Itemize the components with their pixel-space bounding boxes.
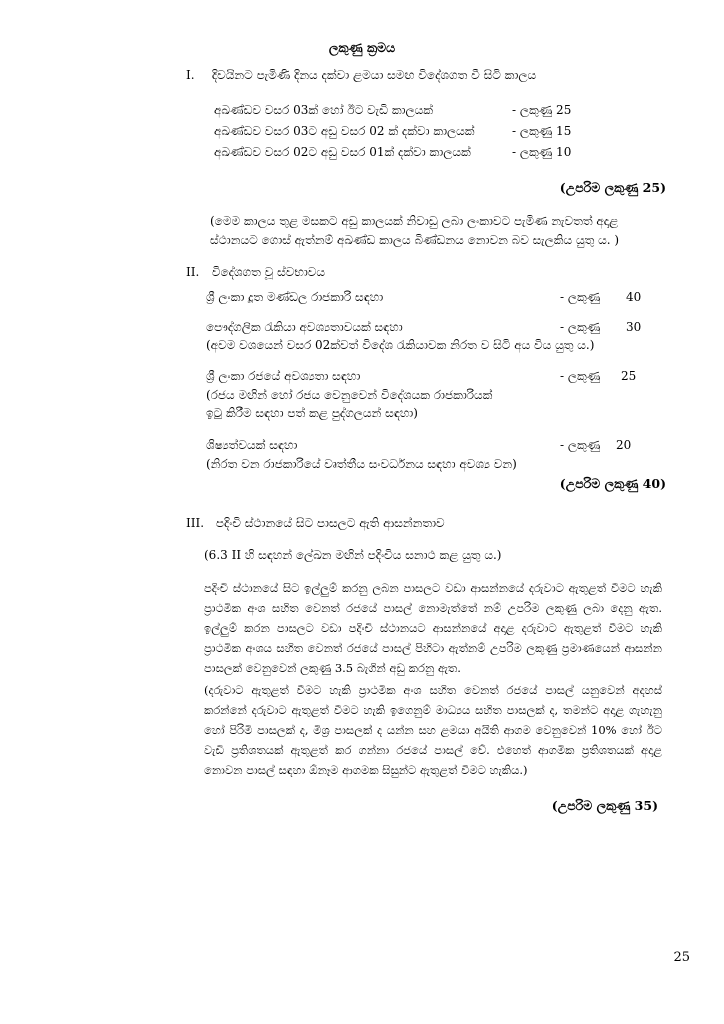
- page-title: ලකුණු ක්‍රමය: [328, 40, 396, 55]
- section-1-heading: [186, 66, 536, 85]
- page-number: 25: [673, 950, 690, 965]
- section-2-note-govt-line-1: (රජය මඟින් හෝ රජය වෙනුවෙන් විදේශයක රාජකාරියක්: [206, 388, 493, 402]
- section-2-note-private: (අවම වශයෙන් වසර 02ක්වත් විදේශ රැකියාවක නිරත ව සිටි අය විය යුතු ය.): [206, 338, 595, 352]
- section-2-item: පෞද්ගලික රැකියා අවශ්‍යතාවයක් සඳහා - ලකුණු 30: [206, 320, 642, 334]
- section-2-heading: [186, 263, 325, 282]
- section-3-reference: (6.3 II හි සඳහන් ලේඛන මඟින් පදිංචිය සනාථ කළ යුතු ය.): [204, 548, 502, 562]
- section-1-note-line-1: (මෙම කාලය තුළ මසකට අඩු කාලයක් නිවාඩු ලබා ලංකාවට පැමිණ නැවතත් අදාළ: [210, 214, 619, 228]
- section-1-number: I.: [186, 68, 195, 82]
- section-2-number: II.: [186, 265, 200, 279]
- section-1-item: අඛණ්ඩව වසර 03ක් හෝ ඊට වැඩි කාලයක් - ලකුණු 25: [214, 103, 572, 117]
- section-2-item: ශිෂ්‍යත්වයක් සඳහා - ලකුණු 20: [206, 438, 632, 452]
- section-3-paragraph-1: පදිංචි ස්ථානයේ සිට ඉල්ලුම් කරනු ලබන පාසලට වඩා ආසන්නයේ දරුවාට ඇතුළත් වීමට හැකි ප්‍රාථමික අංශ සහිත වෙනත් රජයේ පාසල් නොමැත්තේ නම් උපරිම ලකුණු ලබා දෙනු ඇත. ඉල්ලුම් කරන පාසලට වඩා පදිංචි ස්ථානයට ආසන්නයේ අදාළ දරුවාට ඇතුළත් වීමට හැකි ප්‍රාථමික අංශය සහිත වෙනත් රජයේ පාසල් පිහිටා ඇත්නම් උපරිම ලකුණු ප්‍රමාණයෙන් ආසන්න පාසලක් වෙනුවෙන් ලකුණු 3.5 බැගින් අඩු කරනු ඇත.: [204, 581, 662, 675]
- section-1-max-marks: (උපරිම ලකුණු 25): [559, 180, 666, 195]
- section-1-item: අඛණ්ඩව වසර 03ට අඩු වසර 02 ක් දක්වා කාලයක් - ලකුණු 15: [214, 124, 572, 138]
- section-1-heading-text: දිවයිනට පැමිණි දිනය දක්වා ළමයා සමඟ විදේශගත වී සිටි කාලය: [211, 68, 537, 82]
- section-3-heading-text: පදිංචි ස්ථානයේ සිට පාසලට ඇති ආසන්නතාව: [215, 516, 445, 530]
- section-2-item: ශ්‍රී ලංකා රජයේ අවශ්‍යතා සඳහා - ලකුණු 25: [206, 369, 637, 383]
- section-3-paragraph-2: (දරුවාට ඇතුළත් වීමට හැකි ප්‍රාථමික අංශ සහිත වෙනත් රජයේ පාසල් යනුවෙන් අදහස් කරන්නේ දරුවාට ඇතුළත් වීමට හැකි ඉගෙනුම් මාධ්‍යය සහිත පාසලක් ද, තමන්ට අදාළ ගැහැනු හෝ පිරිමි පාසලක් ද, මිශ්‍ර පාසලක් ද යන්න සහ ළමයා අයිති ආගම වෙනුවෙන් 10% හෝ ඊට වැඩි ප්‍රතිශතයක් ඇතුළත් කර ගන්නා රජයේ පාසල් වේ. එහෙත් ආගමික ප්‍රතිශතයක් අදාළ නොවන පාසල් සඳහා ඕනෑම ආගමක සිසුන්ට ඇතුළත් වීමට හැකිය.): [204, 683, 662, 777]
- section-3-max-marks: (උපරිම ලකුණු 35): [551, 798, 658, 813]
- section-1-note-line-2: ස්ථානයට ගොස් ඇත්නම් අඛණ්ඩ කාලය බිණ්ඩනය නොවන බව සැලකිය යුතු ය. ): [210, 233, 620, 247]
- section-2-note-scholarship: (නිරත වන රාජකාරියේ වෘත්තීය සංවර්ධනය සඳහා අවශ්‍ය වන): [206, 457, 517, 471]
- section-2-heading-text: විදේශගත වූ ස්වභාවය: [211, 265, 326, 279]
- section-2-item: ශ්‍රී ලංකා දූත මණ්ඩල රාජකාරි සඳහා - ලකුණු 40: [206, 290, 642, 304]
- section-1-item: අඛණ්ඩව වසර 02ට අඩු වසර 01ක් දක්වා කාලයක් - ලකුණු 10: [214, 145, 572, 159]
- section-2-max-marks: (උපරිම ලකුණු 40): [559, 476, 666, 491]
- section-3-heading: [186, 514, 445, 533]
- section-3-number: III.: [186, 516, 205, 530]
- section-2-note-govt-line-2: ඉටු කිරීම සඳහා පත් කළ පුද්ගලයන් සඳහා): [206, 406, 418, 420]
